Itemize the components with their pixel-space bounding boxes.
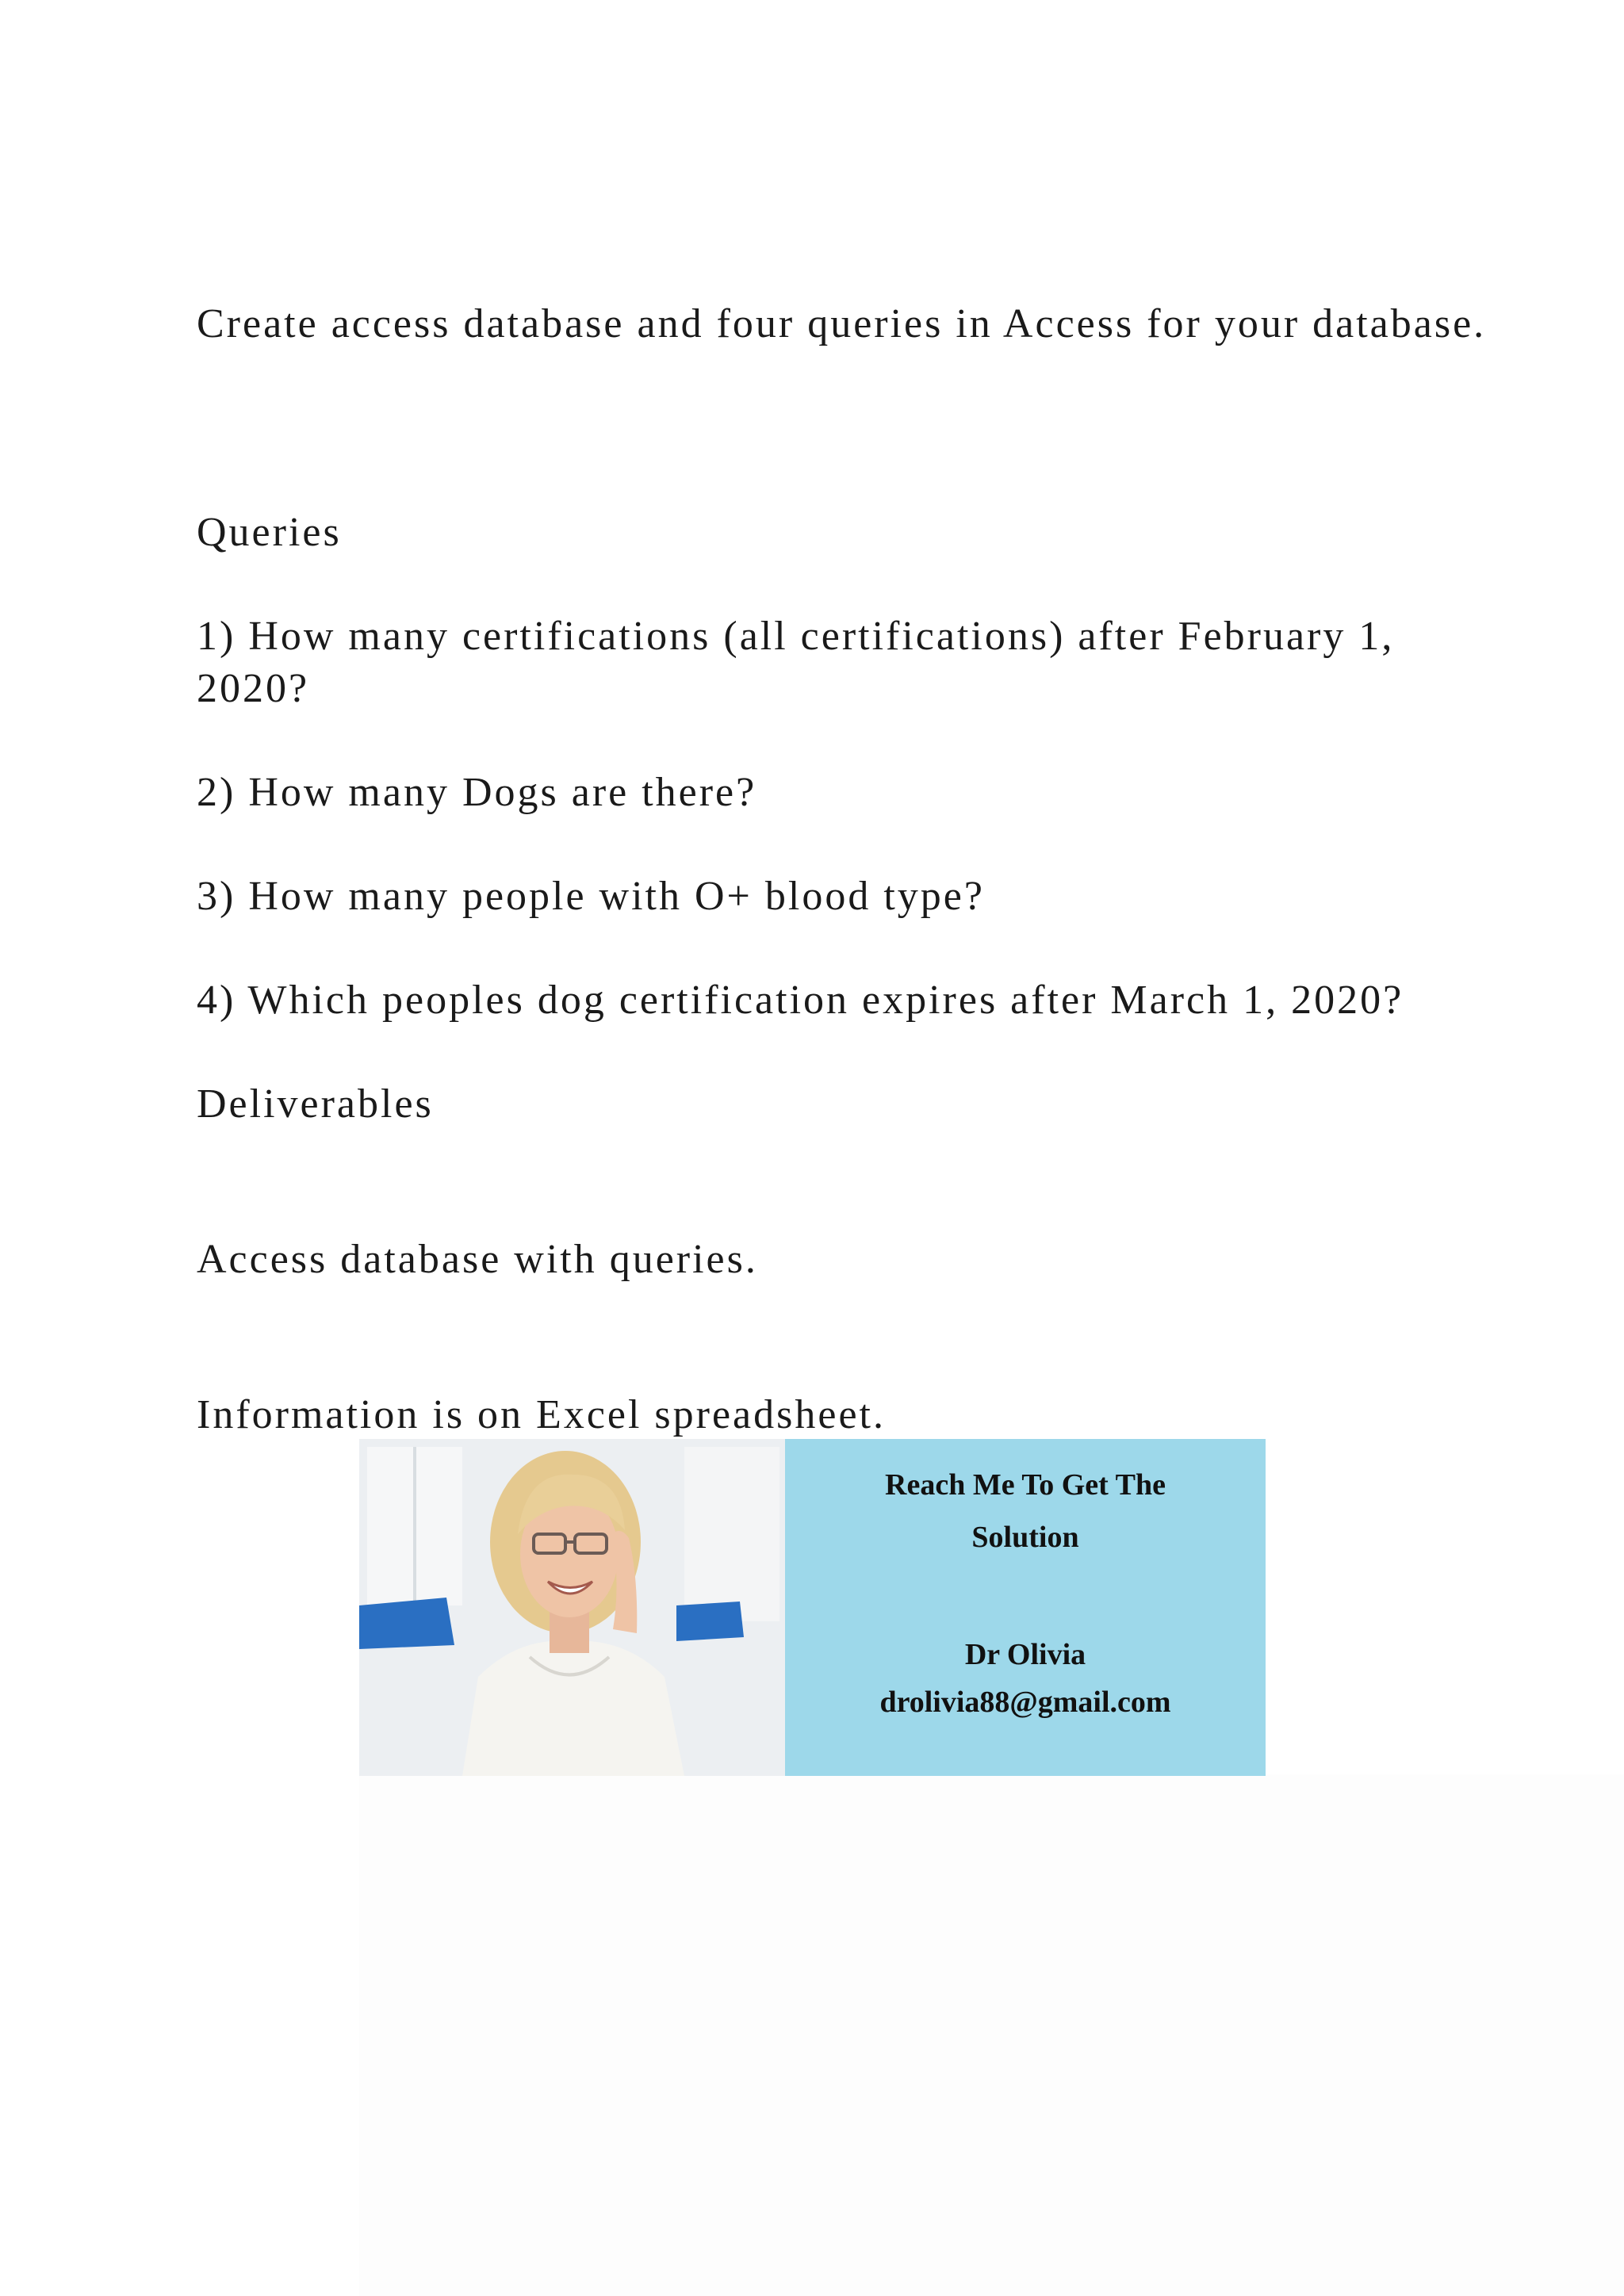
contact-banner xyxy=(359,1439,1266,1776)
deliverables-heading: Deliverables xyxy=(197,1081,434,1127)
data-source-note: Information is on Excel spreadsheet. xyxy=(197,1392,886,1437)
banner-headline-line1: Reach Me To Get The xyxy=(885,1468,1166,1502)
query-1: 1) How many certifications (all certifications) after February 1, 2020? xyxy=(197,614,1395,711)
contact-email[interactable]: drolivia88@gmail.com xyxy=(879,1686,1171,1719)
contact-name: Dr Olivia xyxy=(964,1638,1086,1671)
lower-blank-panel xyxy=(359,1774,1624,2296)
queries-heading: Queries xyxy=(197,510,342,555)
woman-portrait-illustration xyxy=(359,1439,785,1776)
intro-paragraph: Create access database and four queries in Access for your database. xyxy=(197,301,1487,346)
contact-info-panel xyxy=(785,1439,1266,1776)
portrait-photo xyxy=(359,1439,785,1776)
query-2: 2) How many Dogs are there? xyxy=(197,770,757,815)
query-3: 3) How many people with O+ blood type? xyxy=(197,874,985,919)
query-4: 4) Which peoples dog certification expires after March 1, 2020? xyxy=(197,978,1404,1023)
banner-headline-line2: Solution xyxy=(971,1521,1079,1554)
deliverable-item: Access database with queries. xyxy=(197,1237,758,1282)
